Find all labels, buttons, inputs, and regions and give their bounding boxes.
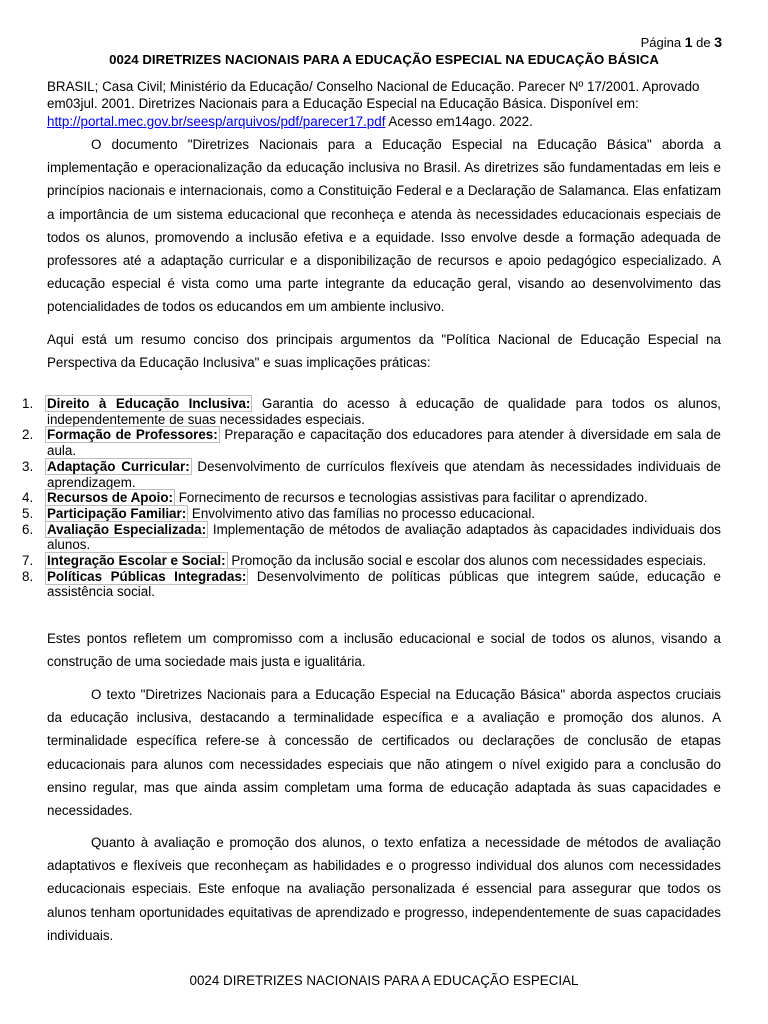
page-footer: 0024 DIRETRIZES NACIONAIS PARA A EDUCAÇÃO ESPECIAL: [189, 973, 579, 988]
list-item: [0, 490, 721, 506]
list-item: [0, 396, 721, 427]
page-prefix: Página: [640, 35, 682, 50]
list-term: Formação de Professores:: [47, 427, 218, 443]
list-item: [0, 522, 721, 553]
list-term: Avaliação Especializada:: [47, 521, 207, 537]
list-term: Participação Familiar:: [47, 505, 187, 521]
reference-access-date: Acesso em14ago. 2022.: [385, 113, 533, 129]
paragraph-intro: O documento "Diretrizes Nacionais para a Educação Especial na Educação Básica" aborda a implementação e operacionalização da educação inclusiva no Brasil. As diretrizes são fundamentadas em leis e princípios nacionais e internacionais, como a Constituição Federal e a Declaração de Salamanca. Elas enfatizam a importância de um sistema educacional que reconheça e atenda às necessidades educacionais especiais de todos os alunos, promovendo a inclusão efetiva e a equidade. Isso envolve desde a formação adequada de professores até a adaptação curricular e a disponibilização de recursos e apoio pedagógico especializado. A educação especial é vista como uma parte integrante da educação geral, visando ao desenvolvimento das potencialidades de todos os educandos em um ambiente inclusivo.: [47, 137, 721, 315]
document-title: 0024 DIRETRIZES NACIONAIS PARA A EDUCAÇÃO ESPECIAL NA EDUCAÇÃO BÁSICA: [109, 52, 659, 67]
list-number: 2.: [22, 427, 34, 443]
paragraph-terminality: O texto "Diretrizes Nacionais para a Educação Especial na Educação Básica" aborda aspectos cruciais da educação inclusiva, destacando a terminalidade específica e a avaliação e promoção dos alunos. A terminalidade específica refere-se à concessão de certificados ou declarações de conclusão de etapas educacionais para alunos com necessidades especiais que não atingem o nível exigido para a conclusão do ensino regular, mas que ainda assim completam uma forma de educação adaptada às suas capacidades e necessidades.: [47, 687, 721, 819]
list-term: Adaptação Curricular:: [47, 458, 190, 474]
paragraph-commitment: Estes pontos refletem um compromisso com a inclusão educacional e social de todos os alunos, visando a construção de uma sociedade mais justa e igualitária.: [47, 631, 721, 670]
list-term: Integração Escolar e Social:: [47, 553, 226, 569]
list-item: [0, 569, 721, 600]
list-number: 7.: [22, 553, 34, 569]
page-current: 1: [684, 34, 693, 50]
list-text: Garantia do acesso à educação de qualidade para todos os alunos, independentemente de suas necessidades especiais.: [47, 396, 722, 427]
list-number: 8.: [22, 568, 34, 584]
list-term: Recursos de Apoio:: [47, 490, 173, 506]
list-item: [0, 427, 721, 458]
reference-text: BRASIL; Casa Civil; Ministério da Educação/ Conselho Nacional de Educação. Parecer Nº 17/2001. Aprovado em03jul. 2001. Diretrizes Nacionais para a Educação Especial na Educação Básica. Disponível em:: [47, 79, 700, 112]
list-number: 4.: [22, 490, 34, 506]
list-text: Desenvolvimento de políticas públicas que integrem saúde, educação e assistência social.: [47, 568, 722, 600]
list-text: Preparação e capacitação dos educadores para atender à diversidade em sala de aula.: [47, 427, 721, 459]
page-number: [641, 34, 722, 50]
list-text: Promoção da inclusão social e escolar dos alunos com necessidades especiais.: [227, 553, 707, 569]
list-number: 6.: [22, 521, 34, 537]
reference-link[interactable]: http://portal.mec.gov.br/seesp/arquivos/pdf/parecer17.pdf: [47, 113, 386, 129]
list-item: [0, 459, 721, 490]
arguments-list: [0, 396, 768, 600]
list-number: 5.: [22, 505, 34, 521]
list-text: Fornecimento de recursos e tecnologias assistivas para facilitar o aprendizado.: [175, 490, 648, 506]
paragraph-summary-lead: Aqui está um resumo conciso dos principais argumentos da "Política Nacional de Educação Especial na Perspectiva da Educação Inclusiva" e suas implicações práticas:: [47, 332, 721, 371]
list-term: Políticas Públicas Integradas:: [47, 568, 247, 584]
list-number: 1.: [22, 396, 34, 411]
list-number: 3.: [22, 458, 34, 474]
page-of: de: [696, 35, 711, 50]
list-term: Direito à Educação Inclusiva:: [47, 396, 251, 411]
list-text: Desenvolvimento de currículos flexíveis que atendam às necessidades individuais de aprendizagem.: [47, 458, 721, 490]
page-total: 3: [714, 34, 722, 50]
list-text: Envolvimento ativo das famílias no processo educacional.: [188, 505, 536, 521]
list-item: [0, 553, 721, 569]
list-text: Implementação de métodos de avaliação adaptados às capacidades individuais dos alunos.: [47, 521, 721, 553]
bibliographic-reference: [47, 78, 727, 130]
list-item: [0, 506, 721, 522]
paragraph-evaluation: Quanto à avaliação e promoção dos alunos, o texto enfatiza a necessidade de métodos de avaliação adaptativos e flexíveis que reconheçam as habilidades e o progresso individual dos alunos com necessidades educacionais especiais. Este enfoque na avaliação personalizada é essencial para assegurar que todos os alunos tenham oportunidades equitativas de aprendizado e progresso, independentemente de suas capacidades individuais.: [47, 835, 721, 943]
